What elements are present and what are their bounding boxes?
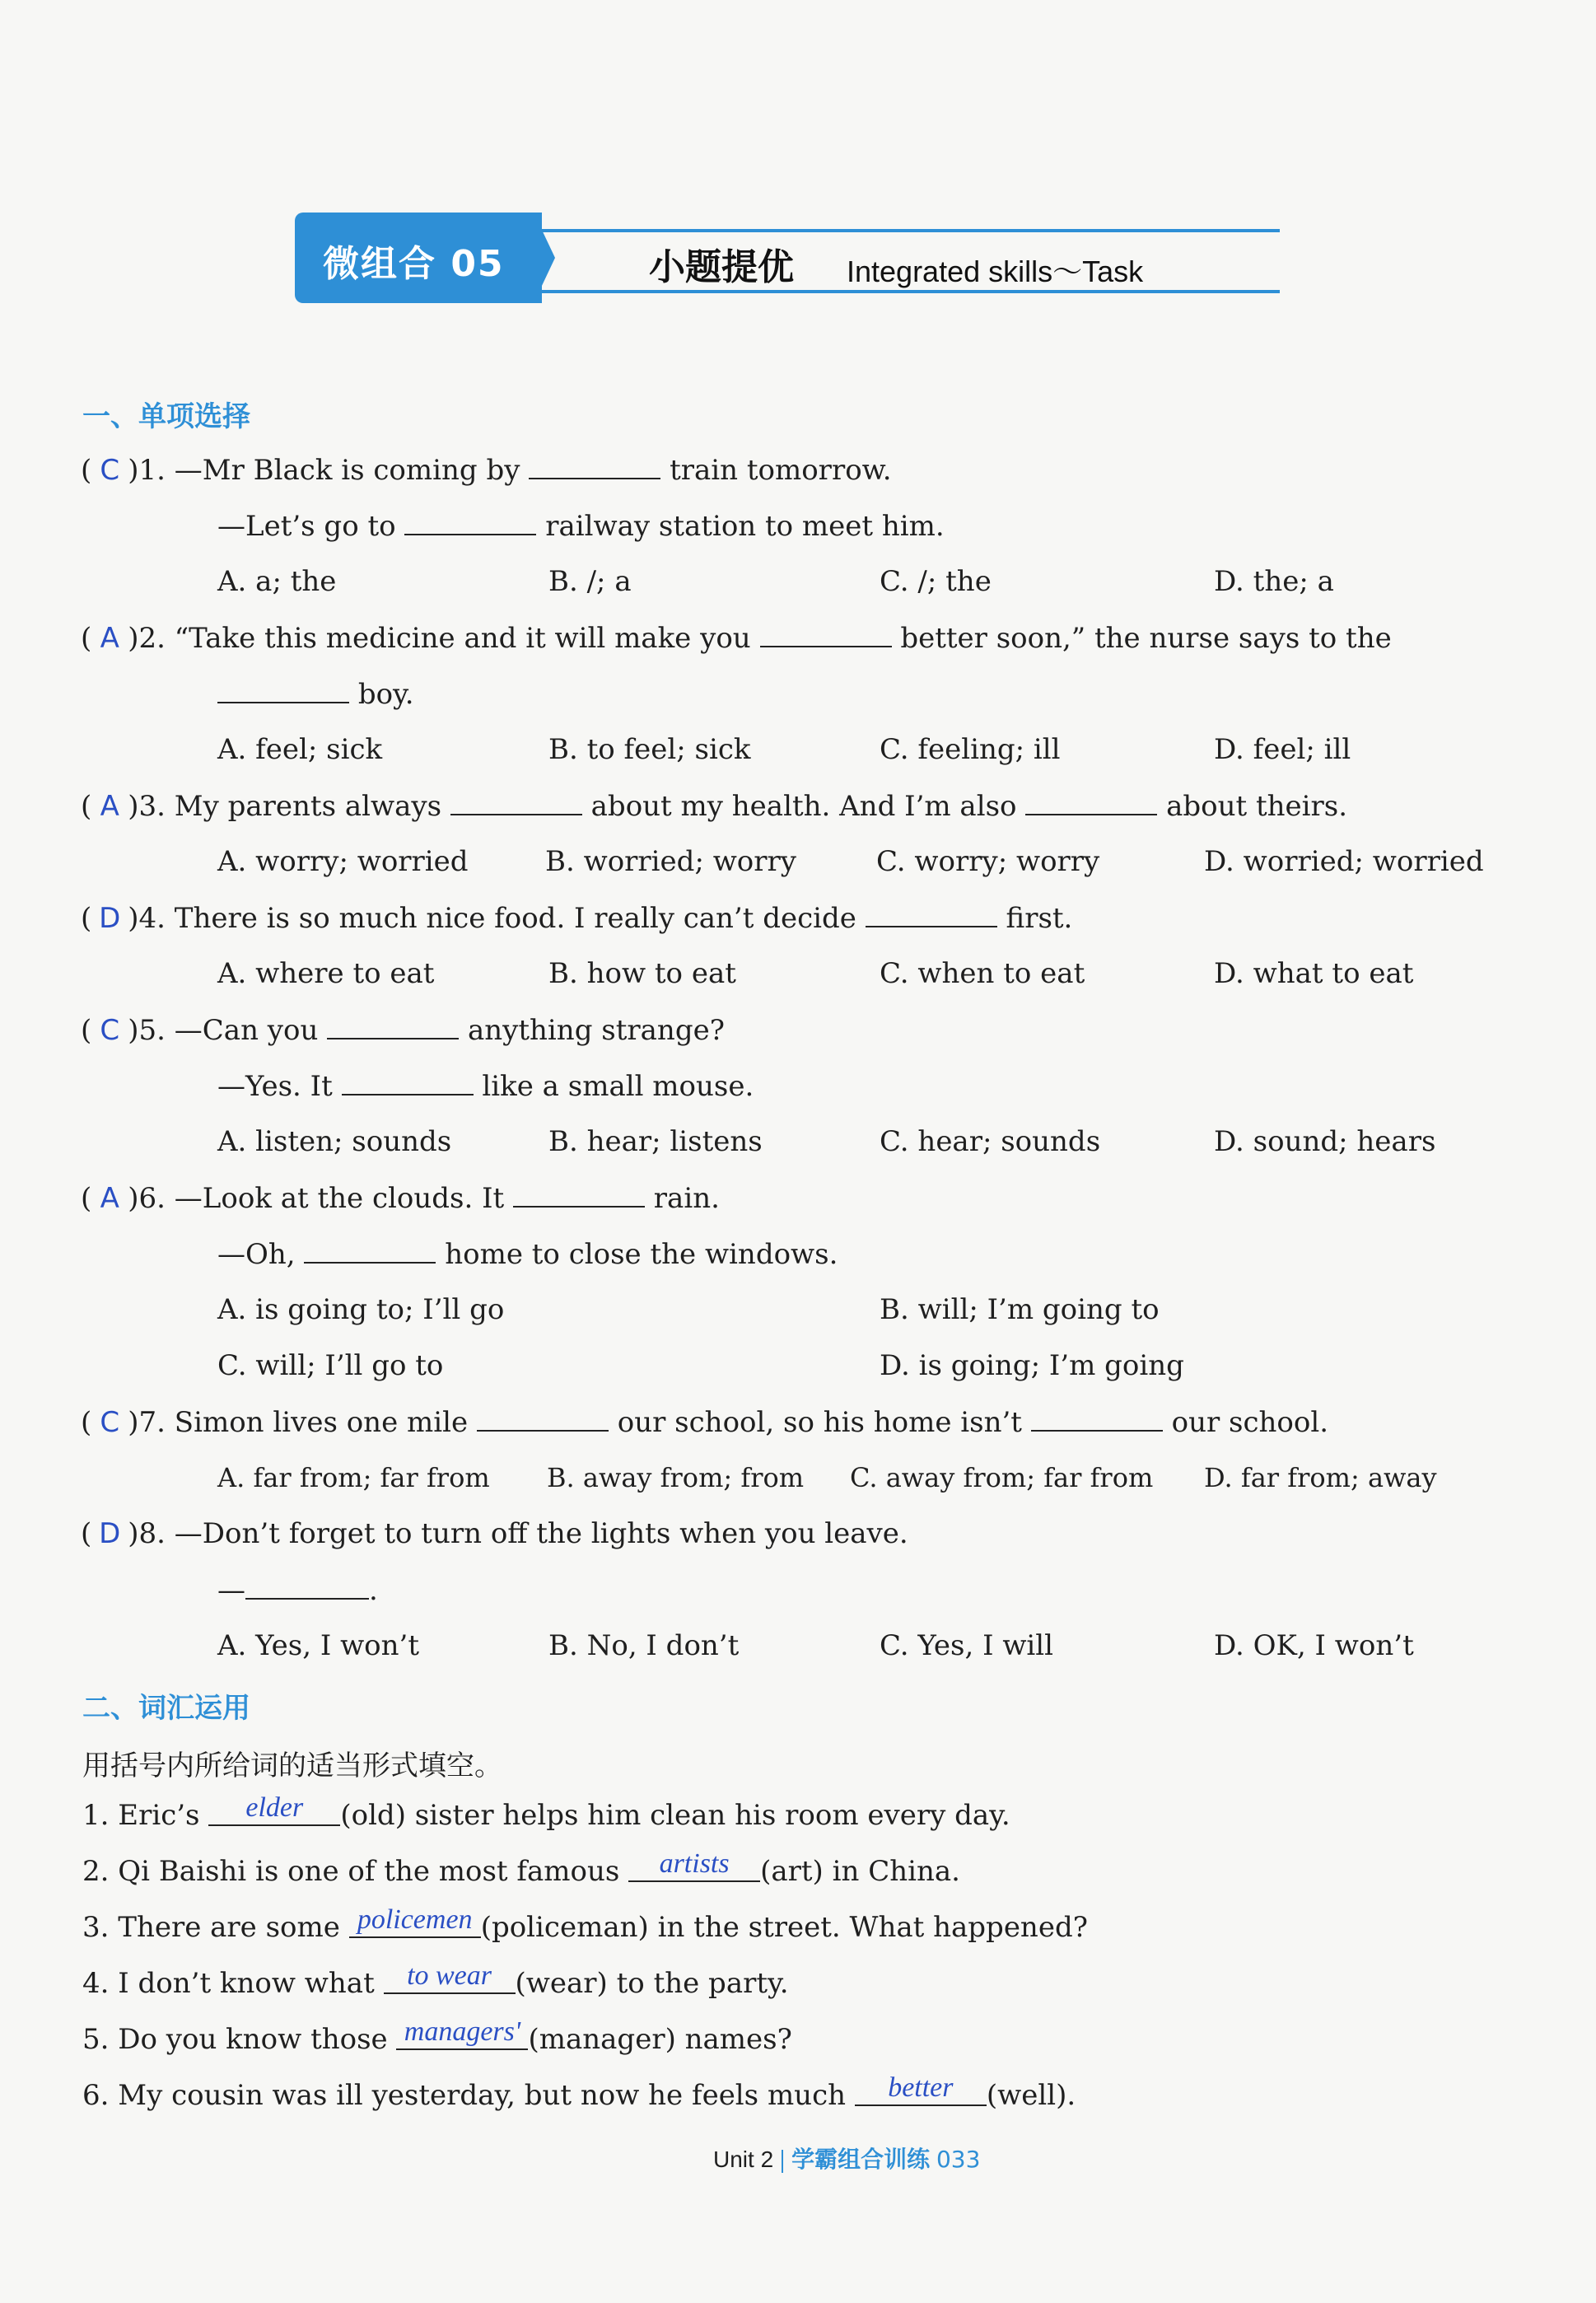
option-a: A. listen; sounds bbox=[217, 1125, 452, 1158]
question-text: rain. bbox=[653, 1182, 720, 1215]
option-c: C. when to eat bbox=[880, 957, 1085, 990]
item-text: Eric’s bbox=[118, 1799, 200, 1832]
item-text: I don’t know what bbox=[118, 1967, 375, 2000]
question-3-line1: ( A )3. My parents always about my health. And I’m also about theirs. bbox=[81, 790, 1348, 823]
vocab-answer: to wear bbox=[384, 1960, 516, 1994]
question-5-line1: ( C )5. —Can you anything strange? bbox=[81, 1014, 725, 1047]
answer-blank bbox=[404, 509, 536, 535]
question-number: 8. bbox=[138, 1517, 166, 1550]
question-number: 3. bbox=[138, 790, 166, 823]
section-banner bbox=[295, 213, 1280, 303]
question-text: boy. bbox=[357, 678, 414, 711]
answer-blank bbox=[327, 1013, 459, 1039]
answer-blank bbox=[450, 789, 582, 815]
question-text: better soon,” the nurse says to the bbox=[900, 622, 1392, 655]
option-c: C. away from; far from bbox=[850, 1462, 1154, 1493]
option-d: D. worried; worried bbox=[1204, 845, 1484, 878]
item-number: 2. bbox=[82, 1855, 110, 1888]
question-number: 2. bbox=[138, 622, 166, 655]
answer-blank bbox=[217, 677, 349, 703]
question-1-answer: C bbox=[100, 454, 120, 487]
option-b: B. /; a bbox=[548, 565, 632, 598]
item-text: (policeman) in the street. What happened? bbox=[480, 1911, 1088, 1944]
option-b: B. how to eat bbox=[548, 957, 736, 990]
question-text: about my health. And I’m also bbox=[590, 790, 1017, 823]
item-number: 3. bbox=[82, 1911, 110, 1944]
question-number: 6. bbox=[138, 1182, 166, 1215]
option-d: D. far from; away bbox=[1204, 1462, 1437, 1493]
vocab-item-6 bbox=[82, 2072, 1076, 2114]
question-8-line2: — . bbox=[217, 1574, 378, 1607]
question-6-line2 bbox=[217, 1237, 838, 1271]
item-text: There are some bbox=[118, 1911, 340, 1944]
item-number: 6. bbox=[82, 2079, 110, 2112]
question-number: 4. bbox=[138, 902, 166, 935]
option-c: C. worry; worry bbox=[876, 845, 1100, 878]
question-2-line2 bbox=[217, 677, 414, 711]
question-text: — bbox=[217, 1574, 245, 1607]
question-2-answer: A bbox=[100, 622, 119, 655]
question-8-line1: ( D )8. —Don’t forget to turn off the lights when you leave. bbox=[81, 1517, 908, 1550]
option-b: B. will; I’m going to bbox=[880, 1293, 1160, 1326]
banner-title-en: Integrated skills～Task bbox=[847, 255, 1144, 288]
option-a: A. far from; far from bbox=[217, 1462, 490, 1493]
vocab-answer: policemen bbox=[349, 1904, 481, 1938]
answer-blank bbox=[245, 1573, 369, 1600]
question-text: “Take this medicine and it will make you bbox=[174, 622, 751, 655]
vocab-item-2 bbox=[82, 1848, 960, 1890]
question-5-line2 bbox=[217, 1069, 754, 1103]
option-c: C. hear; sounds bbox=[880, 1125, 1101, 1158]
option-b: B. No, I don’t bbox=[548, 1629, 740, 1662]
vocab-answer: better bbox=[855, 2072, 987, 2106]
question-4-answer: D bbox=[99, 902, 121, 935]
banner-title-cn: 小题提优 bbox=[649, 246, 794, 288]
option-b: B. away from; from bbox=[547, 1462, 805, 1493]
vocab-item-3 bbox=[82, 1904, 1088, 1946]
option-d: D. OK, I won’t bbox=[1214, 1629, 1414, 1662]
item-text: Qi Baishi is one of the most famous bbox=[118, 1855, 620, 1888]
option-c: C. will; I’ll go to bbox=[217, 1349, 444, 1382]
answer-blank bbox=[1025, 789, 1157, 815]
vocab-answer: managers' bbox=[396, 2016, 528, 2050]
item-text: (manager) names? bbox=[528, 2023, 792, 2056]
item-text: (wear) to the party. bbox=[515, 1967, 789, 2000]
option-a: A. feel; sick bbox=[217, 733, 383, 766]
option-b: B. hear; listens bbox=[548, 1125, 763, 1158]
answer-blank bbox=[1031, 1405, 1163, 1432]
question-text: like a small mouse. bbox=[482, 1070, 754, 1103]
question-text: first. bbox=[1006, 902, 1073, 935]
option-a: A. a; the bbox=[217, 565, 337, 598]
item-text: My cousin was ill yesterday, but now he feels much bbox=[118, 2079, 847, 2112]
section2-instruction: 用括号内所给词的适当形式填空。 bbox=[82, 1749, 502, 1782]
option-c: C. /; the bbox=[880, 565, 992, 598]
question-6-answer: A bbox=[100, 1182, 119, 1215]
option-c: C. Yes, I will bbox=[880, 1629, 1054, 1662]
vocab-item-5 bbox=[82, 2016, 792, 2058]
question-7-line1: ( C )7. Simon lives one mile our school, so his home isn’t our school. bbox=[81, 1406, 1329, 1439]
question-text: —Look at the clouds. It bbox=[174, 1182, 505, 1215]
option-d: D. the; a bbox=[1214, 565, 1334, 598]
section1-heading: 一、单项选择 bbox=[82, 400, 250, 433]
answer-blank bbox=[304, 1237, 436, 1264]
option-c: C. feeling; ill bbox=[880, 733, 1061, 766]
option-a: A. is going to; I’ll go bbox=[217, 1293, 505, 1326]
question-text: —Can you bbox=[174, 1014, 319, 1047]
question-text: railway station to meet him. bbox=[545, 510, 945, 543]
footer-separator bbox=[782, 2150, 783, 2173]
question-text: about theirs. bbox=[1166, 790, 1348, 823]
item-text: Do you know those bbox=[118, 2023, 388, 2056]
answer-blank bbox=[342, 1069, 474, 1095]
question-text: home to close the windows. bbox=[445, 1238, 838, 1271]
question-1-line1: ( C )1. —Mr Black is coming by train tomorrow. bbox=[81, 454, 892, 487]
item-number: 1. bbox=[82, 1799, 110, 1832]
question-text: our school, so his home isn’t bbox=[617, 1406, 1022, 1439]
option-a: A. where to eat bbox=[217, 957, 435, 990]
question-text: anything strange? bbox=[468, 1014, 725, 1047]
question-1-line2 bbox=[217, 509, 945, 543]
question-number: 1. bbox=[138, 454, 166, 487]
option-a: A. worry; worried bbox=[217, 845, 469, 878]
question-7-answer: C bbox=[100, 1406, 120, 1439]
answer-blank bbox=[513, 1181, 645, 1208]
option-b: B. worried; worry bbox=[545, 845, 796, 878]
question-text: Simon lives one mile bbox=[174, 1406, 469, 1439]
question-text: —Mr Black is coming by bbox=[174, 454, 520, 487]
option-d: D. sound; hears bbox=[1214, 1125, 1436, 1158]
question-number: 7. bbox=[138, 1406, 166, 1439]
question-number: 5. bbox=[138, 1014, 166, 1047]
option-b: B. to feel; sick bbox=[548, 733, 751, 766]
question-6-line1: ( A )6. —Look at the clouds. It rain. bbox=[81, 1182, 720, 1215]
answer-blank bbox=[529, 453, 660, 479]
question-2-line1: ( A )2. “Take this medicine and it will make you better soon,” the nurse says to the bbox=[81, 622, 1392, 655]
question-text: There is so much nice food. I really can’t decide bbox=[174, 902, 856, 935]
answer-blank bbox=[866, 901, 997, 927]
question-text: our school. bbox=[1171, 1406, 1329, 1439]
vocab-item-1 bbox=[82, 1792, 1010, 1834]
section2-heading: 二、词汇运用 bbox=[82, 1692, 250, 1725]
question-4-line1: ( D )4. There is so much nice food. I really can’t decide first. bbox=[81, 902, 1073, 935]
question-text: —Yes. It bbox=[217, 1070, 333, 1103]
item-text: (art) in China. bbox=[760, 1855, 960, 1888]
page-number: 033 bbox=[936, 2146, 981, 2173]
question-3-answer: A bbox=[100, 790, 119, 823]
vocab-answer: elder bbox=[208, 1791, 340, 1826]
option-a: A. Yes, I won’t bbox=[217, 1629, 420, 1662]
option-d: D. feel; ill bbox=[1214, 733, 1351, 766]
page-footer bbox=[713, 2142, 980, 2175]
question-text: —Oh, bbox=[217, 1238, 296, 1271]
banner-rule-top bbox=[542, 229, 1280, 232]
vocab-item-4 bbox=[82, 1960, 789, 2002]
question-text: —Let’s go to bbox=[217, 510, 396, 543]
option-d: D. is going; I’m going bbox=[880, 1349, 1184, 1382]
footer-brand: 学霸组合训练 bbox=[791, 2146, 931, 2173]
banner-combo-label: 微组合 05 bbox=[323, 243, 505, 285]
question-5-answer: C bbox=[100, 1014, 120, 1047]
option-d: D. what to eat bbox=[1214, 957, 1414, 990]
item-text: (well). bbox=[986, 2079, 1076, 2112]
question-text: —Don’t forget to turn off the lights when you leave. bbox=[174, 1517, 908, 1550]
question-text: My parents always bbox=[174, 790, 442, 823]
footer-unit: Unit 2 bbox=[713, 2147, 774, 2172]
item-text: (old) sister helps him clean his room every day. bbox=[340, 1799, 1010, 1832]
answer-blank bbox=[760, 621, 892, 647]
question-8-answer: D bbox=[99, 1517, 121, 1550]
item-number: 5. bbox=[82, 2023, 110, 2056]
question-text: train tomorrow. bbox=[670, 454, 892, 487]
item-number: 4. bbox=[82, 1967, 110, 2000]
vocab-answer: artists bbox=[628, 1848, 760, 1882]
answer-blank bbox=[477, 1405, 609, 1432]
